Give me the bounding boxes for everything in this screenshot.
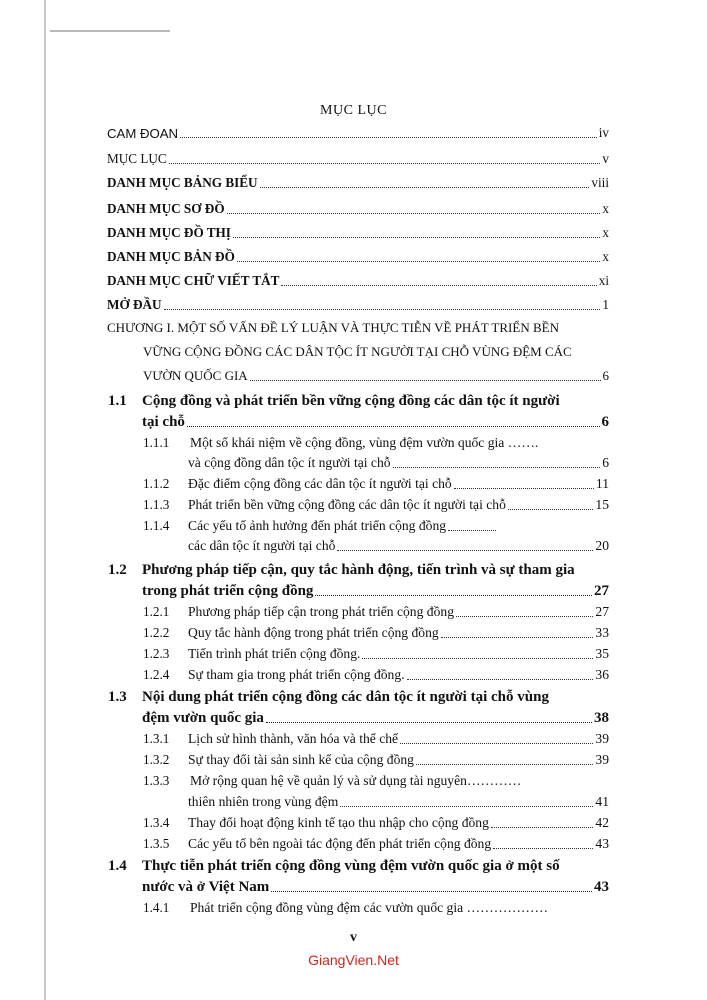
toc-page-number: 36	[595, 667, 609, 682]
dot-leader	[233, 237, 600, 238]
toc-label: trong phát triển cộng đồng	[142, 583, 314, 599]
subsection-1-3-1[interactable]	[188, 731, 609, 747]
subsection-number: 1.3.4	[143, 815, 170, 830]
toc-label: tại chỗ	[142, 414, 185, 430]
dot-leader	[164, 309, 601, 310]
toc-label: MỤC LỤC	[107, 151, 167, 166]
dot-leader	[169, 163, 601, 164]
toc-page-number: iv	[598, 125, 609, 140]
subsection-number: 1.3.3	[143, 773, 170, 788]
dot-leader	[493, 848, 593, 849]
subsection-1-1-2[interactable]	[188, 476, 609, 492]
toc-page-number: x	[602, 201, 609, 216]
dot-leader	[448, 530, 496, 531]
toc-label: DANH MỤC BẢNG BIỂU	[107, 175, 258, 190]
dot-leader	[454, 488, 594, 489]
toc-page-number: 41	[595, 794, 609, 809]
toc-label: đệm vườn quốc gia	[142, 710, 264, 726]
section-1-1-line-2	[142, 414, 609, 431]
toc-page-number: 39	[595, 731, 609, 746]
toc-label: Thay đổi hoạt động kinh tế tạo thu nhập cho cộng đồng	[188, 815, 489, 830]
toc-page-number: 15	[595, 497, 609, 512]
subsection-number: 1.1.1	[143, 435, 170, 450]
dot-leader	[407, 679, 594, 680]
subsection-1-3-3-title[interactable]: Mở rộng quan hệ về quản lý và sử dụng tài nguyên…………	[190, 773, 522, 788]
section-1-2-title[interactable]: Phương pháp tiếp cận, quy tắc hành động, tiến trình và sự tham gia	[142, 562, 575, 578]
toc-page-number: 1	[602, 297, 609, 312]
dot-leader	[266, 722, 592, 723]
watermark: GiangVien.Net	[308, 952, 399, 968]
subsection-number: 1.4.1	[143, 900, 170, 915]
toc-label: Các yếu tố ảnh hưởng đến phát triển cộng đồng	[188, 518, 447, 533]
dot-leader	[237, 261, 601, 262]
toc-label: Đặc điểm cộng đồng các dân tộc ít người tại chỗ	[188, 476, 452, 491]
toc-page-number: 33	[595, 625, 609, 640]
subsection-1-2-2[interactable]	[188, 625, 609, 641]
toc-label: DANH MỤC SƠ ĐỒ	[107, 201, 225, 216]
page-number-footer: v	[350, 930, 357, 945]
subsection-1-1-1-line-2	[188, 455, 609, 471]
subsection-number: 1.3.1	[143, 731, 170, 746]
chapter-heading-line-1[interactable]: CHƯƠNG I. MỘT SỐ VẤN ĐỀ LÝ LUẬN VÀ THỰC TIỄN VỀ PHÁT TRIỂN BỀN	[107, 320, 559, 335]
section-1-4-title[interactable]: Thực tiễn phát triển cộng đồng vùng đệm vườn quốc gia ở một số	[142, 858, 560, 874]
dot-leader	[456, 616, 593, 617]
subsection-number: 1.2.4	[143, 667, 170, 682]
section-1-2-line-2	[142, 583, 609, 600]
subsection-1-1-3[interactable]	[188, 497, 609, 513]
section-1-3-title[interactable]: Nội dung phát triển cộng đồng các dân tộc ít người tại chỗ vùng	[142, 689, 549, 705]
toc-page-number: 43	[595, 836, 609, 851]
toc-page-number: 42	[595, 815, 609, 830]
chapter-heading-line-3	[143, 368, 609, 384]
dot-leader	[491, 827, 594, 828]
dot-leader	[281, 285, 596, 286]
toc-label: Sự thay đổi tài sản sinh kế của cộng đồng	[188, 752, 414, 767]
subsection-1-1-4-line-2	[188, 538, 609, 554]
section-1-1-title[interactable]: Cộng đồng và phát triển bền vững cộng đồng các dân tộc ít người	[142, 393, 560, 409]
toc-page-number: 27	[594, 583, 609, 599]
subsection-1-2-3[interactable]	[188, 646, 609, 662]
dot-leader	[180, 137, 597, 138]
dot-leader	[250, 380, 601, 381]
subsection-number: 1.1.4	[143, 518, 170, 533]
subsection-1-1-1-title[interactable]: Một số khái niệm về cộng đồng, vùng đệm vườn quốc gia …….	[190, 435, 539, 450]
section-number: 1.1	[108, 393, 127, 409]
toc-front-ban-do[interactable]	[107, 249, 609, 265]
toc-label: Phát triển bền vững cộng đồng các dân tộc ít người tại chỗ	[188, 497, 506, 512]
toc-page-number: 38	[594, 710, 609, 726]
toc-page-number: x	[602, 225, 609, 240]
dot-leader	[187, 426, 600, 427]
dot-leader	[400, 743, 593, 744]
dot-leader	[416, 764, 593, 765]
toc-front-mo-dau[interactable]	[107, 297, 609, 313]
toc-page-number: 35	[595, 646, 609, 661]
dot-leader	[315, 595, 592, 596]
subsection-1-3-4[interactable]	[188, 815, 609, 831]
toc-label: Quy tắc hành động trong phát triển cộng đồng	[188, 625, 439, 640]
dot-leader	[271, 891, 592, 892]
toc-label: và cộng đồng dân tộc ít người tại chỗ	[188, 455, 391, 470]
toc-page-number: 6	[602, 368, 609, 383]
section-number: 1.2	[108, 562, 127, 578]
toc-label: Phương pháp tiếp cận trong phát triển cộng đồng	[188, 604, 454, 619]
page-title: MỤC LỤC	[320, 103, 387, 118]
section-1-3-line-2	[142, 710, 609, 727]
toc-page-number: 6	[602, 455, 609, 470]
dot-leader	[508, 509, 594, 510]
dot-leader	[393, 467, 601, 468]
subsection-number: 1.1.3	[143, 497, 170, 512]
subsection-number: 1.2.1	[143, 604, 170, 619]
toc-page-number: 20	[595, 538, 609, 553]
subsection-number: 1.3.5	[143, 836, 170, 851]
dot-leader	[337, 550, 593, 551]
toc-label: các dân tộc ít người tại chỗ	[188, 538, 336, 553]
subsection-1-3-2[interactable]	[188, 752, 609, 768]
toc-label: Các yếu tố bên ngoài tác động đến phát triển cộng đồng	[188, 836, 492, 851]
section-number: 1.4	[108, 858, 127, 874]
toc-front-cam-doan[interactable]	[107, 125, 609, 141]
toc-label: Sự tham gia trong phát triển cộng đồng.	[188, 667, 405, 682]
toc-label: MỞ ĐẦU	[107, 297, 162, 312]
subsection-number: 1.2.3	[143, 646, 170, 661]
toc-page-number: 39	[595, 752, 609, 767]
toc-label: DANH MỤC BẢN ĐỒ	[107, 249, 235, 264]
toc-page-number: viii	[591, 175, 609, 190]
chapter-heading-line-2: VỮNG CỘNG ĐỒNG CÁC DÂN TỘC ÍT NGƯỜI TẠI CHỖ VÙNG ĐỆM CÁC	[143, 344, 572, 359]
dot-leader	[441, 637, 594, 638]
dot-leader	[260, 187, 590, 188]
toc-page-number: v	[602, 151, 609, 166]
subsection-number: 1.2.2	[143, 625, 170, 640]
section-1-4-line-2	[142, 879, 609, 896]
subsection-1-3-5[interactable]	[188, 836, 609, 852]
toc-label: DANH MỤC ĐỒ THỊ	[107, 225, 231, 240]
subsection-1-1-4[interactable]	[188, 518, 498, 534]
toc-label: Tiến trình phát triển cộng đồng.	[188, 646, 361, 661]
toc-label: Lịch sử hình thành, văn hóa và thể chế	[188, 731, 399, 746]
toc-front-chu-viet-tat[interactable]	[107, 273, 609, 289]
toc-label: CAM ĐOAN	[107, 126, 179, 141]
section-number: 1.3	[108, 689, 127, 705]
toc-front-do-thi[interactable]	[107, 225, 609, 241]
dot-leader	[340, 806, 593, 807]
dot-leader	[227, 213, 601, 214]
toc-page-number: 27	[595, 604, 609, 619]
subsection-1-4-1-title[interactable]: Phát triển cộng đồng vùng đệm các vườn quốc gia ………………	[190, 900, 549, 915]
dot-leader	[362, 658, 593, 659]
subsection-1-3-3-line-2	[188, 794, 609, 810]
toc-page-number: 6	[601, 414, 609, 430]
toc-page-number: xi	[598, 273, 609, 288]
toc-page-number: 11	[595, 476, 609, 491]
toc-front-muc-luc[interactable]	[107, 151, 609, 167]
toc-page-number: 43	[594, 879, 609, 895]
subsection-1-2-4[interactable]	[188, 667, 609, 683]
toc-label: DANH MỤC CHỮ VIẾT TẮT	[107, 273, 280, 288]
toc-page-number: x	[602, 249, 609, 264]
toc-front-so-do[interactable]	[107, 201, 609, 217]
subsection-number: 1.1.2	[143, 476, 170, 491]
toc-label: thiên nhiên trong vùng đệm	[188, 794, 339, 809]
subsection-number: 1.3.2	[143, 752, 170, 767]
toc-label: VƯỜN QUỐC GIA	[143, 368, 248, 383]
toc-label: nước và ở Việt Nam	[142, 879, 270, 895]
toc-front-bang-bieu[interactable]	[107, 175, 609, 191]
subsection-1-2-1[interactable]	[188, 604, 609, 620]
